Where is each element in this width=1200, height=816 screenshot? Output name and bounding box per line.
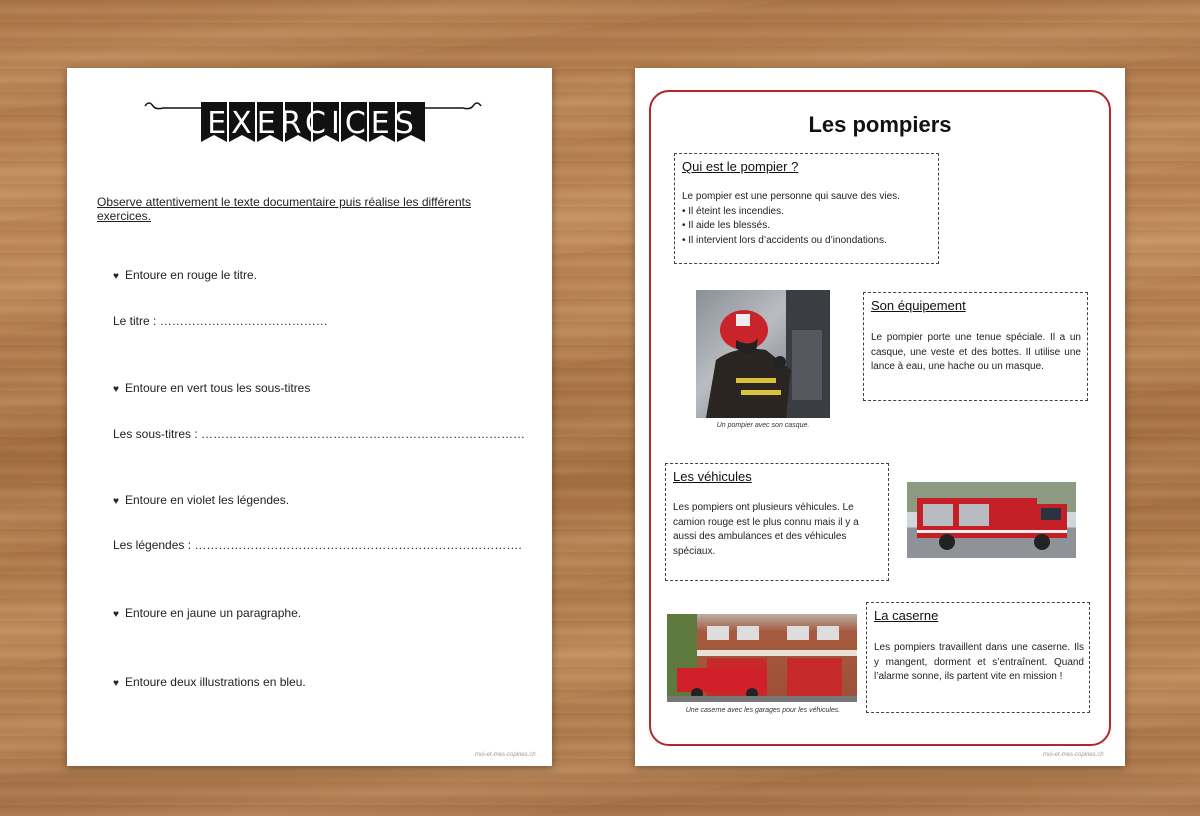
fire-truck-photo xyxy=(907,482,1076,558)
caption-firefighter: Un pompier avec son casque. xyxy=(716,422,810,429)
section-text: Les pompiers ont plusieurs véhicules. Le camion rouge est le plus connu mais il y a aussi des ambulances et des véhicules spéciaux. xyxy=(673,502,859,557)
heart-icon: ♥ xyxy=(113,496,119,507)
answer-line-subtitles: Les sous-titres : ……………………………………………………………………… xyxy=(113,427,526,441)
heart-icon: ♥ xyxy=(113,609,119,620)
footer-credit: moi-et-mes-copines.ch xyxy=(475,752,536,758)
heart-icon: ♥ xyxy=(113,384,119,395)
task-item: ♥ Entoure en jaune un paragraphe. xyxy=(113,606,302,620)
fire-truck-illustration xyxy=(907,482,1076,558)
instruction-text: Observe attentivement le texte documentaire puis réalise les différents exercices. xyxy=(97,195,471,223)
task-item: ♥ Entoure deux illustrations en bleu. xyxy=(113,675,306,689)
document-page xyxy=(635,68,1125,766)
answer-line-captions: Les légendes : ………………………………………………………………………. xyxy=(113,538,522,552)
section-qui xyxy=(674,153,939,264)
answer-line-title: Le titre : …………………………………… xyxy=(113,314,328,328)
exercise-page xyxy=(67,68,552,766)
document-title: Les pompiers xyxy=(808,112,952,137)
section-equipement xyxy=(863,292,1088,401)
fire-station-photo xyxy=(667,614,857,702)
section-title: La caserne xyxy=(874,608,939,623)
section-caserne xyxy=(866,602,1090,713)
heart-icon: ♥ xyxy=(113,271,119,282)
task-item: ♥ Entoure en rouge le titre. xyxy=(113,268,258,282)
section-text: Le pompier porte une tenue spéciale. Il a un casque, une veste et des bottes. Il utilise une lance à eau, une hache ou un masque. xyxy=(871,332,1081,372)
section-text: Le pompier est une personne qui sauve des vies. • Il éteint les incendies. • Il aide les blessés. • Il intervient lors d’accidents ou d’inondations. xyxy=(682,191,900,246)
exercices-banner xyxy=(143,98,483,148)
firefighter-photo xyxy=(696,290,830,418)
section-vehicules xyxy=(665,463,889,581)
task-item: ♥ Entoure en vert tous les sous-titres xyxy=(113,381,311,395)
footer-credit: moi-et-mes-copines.ch xyxy=(1043,752,1104,758)
banner-title: EXERCICES xyxy=(207,106,419,141)
caption-station: Une caserne avec les garages pour les véhicules. xyxy=(685,707,841,714)
section-text: Les pompiers travaillent dans une caserne. Ils y mangent, dorment et s’entraînent. Quand l’alarme sonne, ils partent vite en mission ! xyxy=(874,642,1084,682)
section-title: Son équipement xyxy=(871,298,966,313)
task-item: ♥ Entoure en violet les légendes. xyxy=(113,493,290,507)
firefighter-illustration xyxy=(696,290,830,418)
section-title: Qui est le pompier ? xyxy=(682,159,799,174)
fire-station-illustration xyxy=(667,614,857,702)
heart-icon: ♥ xyxy=(113,678,119,689)
section-title: Les véhicules xyxy=(673,469,752,484)
